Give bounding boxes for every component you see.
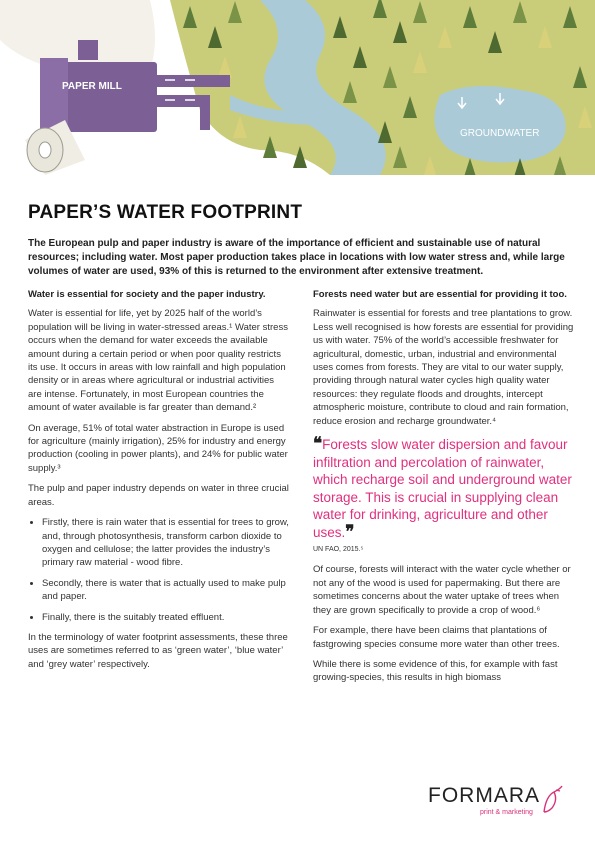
formara-logo [428,784,568,824]
logo-tagline: print & marketing [480,809,533,816]
quote-text: Forests slow water dispersion and favour infiltration and percolation of rainwater, which recharge soil and underground water storage. This is crucial in supplying clean water for drinking, agriculture and other uses. [313,437,572,540]
open-quote-icon: ❝ [313,434,323,455]
right-column [313,288,575,692]
hero-illustration [0,0,595,175]
paragraph: In the terminology of water footprint assessments, these three uses are sometimes referred to as ‘green water’, ‘blue water’ and ‘grey water’ respectively. [28,631,288,670]
section-heading-water: Water is essential for society and the paper industry. [28,289,266,300]
paragraph: On average, 51% of total water abstraction in Europe is used for agriculture (mainly irrigation), 25% for industry and energy production (cooling in power plants), and 24% for public water supply.³ [28,422,288,474]
paragraph: For example, there have been claims that plantations of fastgrowing species consume more water than other trees. [313,625,560,650]
intro-paragraph: The European pulp and paper industry is aware of the importance of efficient and sustainable use of natural resources; including water. Most paper production takes place in locations with low water stress and, while large volumes of water are used, 93% of this is returned to the environment after extensive treatment. [28,238,565,278]
paragraph: While there is some evidence of this, for example with fast growing-species, this results in high biomass [313,658,558,684]
page-title: PAPER’S WATER FOOTPRINT [28,202,303,223]
section-heading-forests: Forests need water but are essential for providing it too. [313,289,567,300]
paragraph: The pulp and paper industry depends on water in three crucial areas. [28,483,289,508]
water-uses-list [28,516,290,624]
mill-label: PAPER MILL [62,81,122,92]
pull-quote [313,436,575,541]
paragraph: Rainwater is essential for forests and tree plantations to grow. Less well recognised is how forests are essential for providing us with water. 75% of the world’s accessible freshwater for agricultural, domestic, urban, industrial and environmental uses comes from forests. They are vital to our water supply, providing through natural water cycles high quality water resources: they regulate floods and droughts, intercept atmospheric moisture, contribute to cloud and rain formation, reduce erosion and recharge groundwater.⁴ [313,308,574,427]
bird-logo-icon [540,784,566,816]
quote-source: UN FAO, 2015.⁵ [313,546,364,554]
paragraph: Water is essential for life, yet by 2025 half of the world’s population will be living in water-stressed areas.¹ Water stress occurs when the demand for water exceeds the available amount during a certain period or when poor quality restricts its use. It occurs in areas with low rainfall and high population density or in areas where agricultural or industrial activities are intense. Fortunately, in most European countries the amount of water available is far greater than demand.² [28,308,288,414]
list-item: • Firstly, there is rain water that is essential for trees to grow, and, through photosynthesis, transform carbon dioxide to oxygen and cellulose; the latter provides the industry’s primary raw material - wood fibre. [42,516,290,570]
list-item: • Finally, there is the suitably treated effluent. [42,611,290,624]
close-quote-icon: ❞ [345,521,355,542]
paragraph: Of course, forests will interact with the water cycle whether or not any of the wood is used for papermaking. But there are sometimes concerns about the water uptake of trees when they are grown specifically to provide a crop of wood.⁶ [313,564,571,616]
left-column [28,288,290,678]
groundwater-label: GROUNDWATER [460,128,540,139]
logo-wordmark: FORMARA [428,784,540,807]
list-item: • Secondly, there is water that is actually used to make pulp and paper. [42,577,290,604]
